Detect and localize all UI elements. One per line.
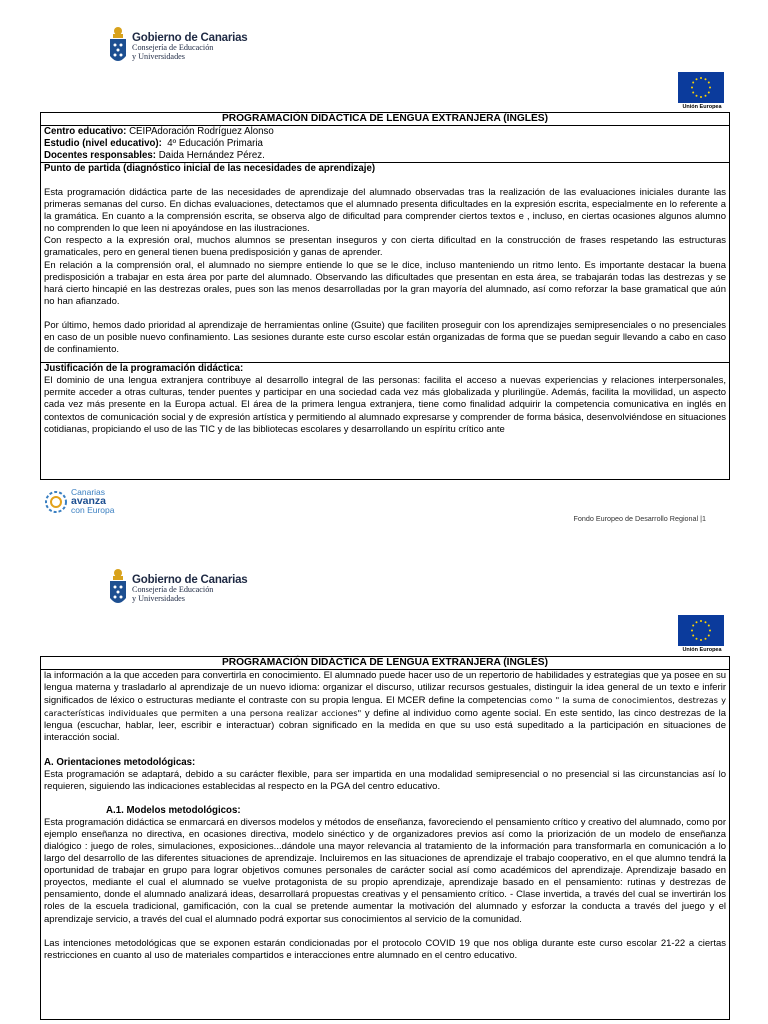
- paragraph-1-part-a: la información a la que acceden para convertirla en conocimiento. El alumnado puede hacer uso de un repertorio de habilidades y estrategias que ya posee en su lengua materna y trasladarlo al aprendizaje de un nuevo idioma: organizar el discurso, utilizar recursos gestuales, distinguir la idea general de un texto e inferir significados de léxico o estructuras mediante el contraste con su propia lengua. El MCER define la competencias: [44, 670, 726, 707]
- paragraph-5: El dominio de una lengua extranjera contribuye al desarrollo integral de las personas: facilita el acceso a nuevas experiencias y relaciones interpersonales, permite acceder a otras culturas, tender puentes y participar en una sociedad cada vez más globalizada y plurilingüe. Además, facilita la movilidad, un aspecto cada vez más presente en la Europa actual. El área de la primera lengua extranjera, tiene como finalidad adquirir la competencia comunicativa en inglés en contextos de comunicación social y de expresión artística y permitiendo al alumnado expresarse y comprender de forma básica, desenvolviéndose en situaciones cotidianas, propiciando el uso de las TIC y de las bibliotecas escolares y desarrollando un espíritu crítico ante: [44, 375, 726, 435]
- paragraph-1: [41, 670, 729, 745]
- centro-value: CEIPAdoración Rodríguez Alonso: [129, 126, 274, 137]
- content-box: [40, 656, 730, 1020]
- docentes-label: Docentes responsables:: [44, 150, 156, 161]
- paragraph-1-part-c: y define al individuo como agente social. En este sentido, las cinco destrezas de la lengua (escuchar, hablar, leer, escribir e interactuar) cobran significado en la medida en que su uso está supeditado a la participación en situaciones de interacción social.: [44, 708, 727, 744]
- content-box: [40, 112, 730, 480]
- org-sub-2: y Universidades: [132, 52, 185, 61]
- eu-logo: [678, 615, 726, 653]
- gobierno-canarias-logo: [108, 568, 248, 610]
- org-name: Gobierno de Canarias: [132, 32, 248, 45]
- org-sub-2: y Universidades: [132, 594, 185, 603]
- estudio-value: 4º Educación Primaria: [167, 138, 263, 149]
- coat-of-arms-icon: [108, 568, 128, 610]
- eu-label: Unión Europea: [682, 104, 722, 110]
- docentes-row: [41, 150, 729, 163]
- orientaciones-heading: A. Orientaciones metodológicas:: [44, 756, 196, 768]
- swirl-icon: [43, 489, 69, 515]
- paragraph-4: Por último, hemos dado prioridad al aprendizaje de herramientas online (Gsuite) que faciliten proseguir con los aprendizajes semipresenciales o no presenciales en caso de un posible nuevo confinamiento. Las sesiones durante este curso escolar están organizadas de forma que se puedan seguir llevando a cabo en caso de confinamiento.: [41, 320, 729, 363]
- footer-logo-line-1: Canarias: [71, 487, 106, 497]
- docentes-value: Daida Hernández Pérez.: [158, 150, 265, 161]
- centro-label: Centro educativo:: [44, 126, 127, 137]
- estudio-row: [41, 138, 729, 150]
- gobierno-canarias-logo: [108, 26, 248, 68]
- footer-text: Fondo Europeo de Desarrollo Regional |1: [573, 514, 706, 523]
- doc-title: PROGRAMACIÓN DIDÁCTICA DE LENGUA EXTRANJERA (INGLÉS): [41, 657, 729, 670]
- punto-heading: Punto de partida (diagnóstico inicial de las necesidades de aprendizaje): [44, 163, 376, 174]
- paragraph-3: Esta programación didáctica se enmarcará en diversos modelos y métodos de enseñanza, favoreciendo el pensamiento crítico y creativo del alumnado, como por ejemplo enseñanza no directiva, en ocasiones directiva, modelo sinéctico y de organizadores previos así como la priorización de un modelo de enseñanza dialógico : juego de roles, simulaciones, exposiciones...dándole una mayor relevancia al tratamiento de la información para transformarla en comunicación a lo largo del desarrollo de las diferentes situaciones de aprendizaje. Incluiremos en las situaciones de aprendizaje el trabajo cooperativo, en el que alumno tendrá la oportunidad de trabajar en grupo para lograr objetivos comunes personales de carácter social así como académicos del aprendizaje. Aprendizaje basado en proyectos, mediante el cual el alumnado se vuelve protagonista de su propio aprendizaje, aprendizaje basado en el pensamiento: rutinas y destrezas de pensamiento, donde el alumnado analizará ideas, desarrollará propuestas creativas y el pensamiento crítico. - Clase invertida, a través del cual se invertirán los roles de la escuela tradicional, gamificación, con la cual se pretende aumentar la motivación del alumnado y esforzar la conducta a través del juego y el aprendizaje servicio, a través del cual el alumnado podrá exportar sus conocimientos al servicio de la comunidad.: [44, 816, 726, 925]
- paragraph-2: Con respecto a la expresión oral, muchos alumnos se presentan inseguros y con cierta dificultad en la construcción de frases respetando las estructuras gramaticales, pero en general tienen buena predisposición y ganas de aprender.: [44, 235, 726, 259]
- footer-logo-line-3: con Europa: [71, 505, 115, 515]
- org-sub-1: Consejería de Educación: [132, 43, 214, 53]
- doc-title: PROGRAMACIÓN DIDÁCTICA DE LENGUA EXTRANJERA (INGLÉS): [41, 113, 729, 126]
- canarias-avanza-logo: [43, 488, 114, 515]
- page-2: [0, 560, 768, 1024]
- mcer-quote: como " la suma de conocimientos, destrezas y características individuales que permiten a una persona realizar acciones": [44, 695, 726, 719]
- estudio-label: Estudio (nivel educativo):: [44, 138, 162, 149]
- paragraph-2: Esta programación se adaptará, debido a su carácter flexible, para ser impartida en una modalidad semipresencial o no presencial si las circunstancias así lo requieren, siguiendo las indicaciones establecidas al respecto en la PGA del centro educativo.: [44, 768, 726, 792]
- paragraph-1: Esta programación didáctica parte de las necesidades de aprendizaje del alumnado observadas tras la realización de las evaluaciones iniciales durante las primeras semanas del curso. En dichas evaluaciones, detectamos que el alumnado presenta dificultades en la expresión escrita, especialmente en lo referente a la gramática. En cuanto a la comprensión escrita, se observa algo de dificultad para comprender ciertos textos e , incluso, en ciertas ocasiones algunos alumno no comprenden lo que leen ni apoyándose en las ilustraciones.: [44, 187, 726, 235]
- eu-logo: [678, 72, 726, 110]
- eu-label: Unión Europea: [682, 647, 722, 653]
- centro-row: [41, 126, 729, 138]
- modelos-heading: A.1. Modelos metodológicos:: [106, 804, 241, 816]
- org-sub-1: Consejería de Educación: [132, 585, 214, 595]
- coat-of-arms-icon: [108, 26, 128, 68]
- footer-logo-line-2: avanza: [71, 495, 107, 507]
- eu-flag-icon: [678, 615, 724, 646]
- eu-flag-icon: [678, 72, 724, 103]
- paragraph-3: En relación a la comprensión oral, el alumnado no siempre entiende lo que se le dice, incluso manteniendo un ritmo lento. Es importante destacar la buena predisposición a trabajar en esta área por parte del alumnado. Observando las dificultades que presentan en esta área, se trabajarán todas las destrezas y se hará cierto hincapié en las destrezas orales, pues son las menos desarrolladas por la gran mayoría del alumnado, así como reforzar la base gramatical que aún no han afianzado.: [44, 259, 726, 307]
- org-name: Gobierno de Canarias: [132, 574, 248, 587]
- paragraph-4: Las intenciones metodológicas que se exponen estarán condicionadas por el protocolo COVID 19 que nos obliga durante este curso escolar 21-22 a ciertas restricciones en cuanto al uso de materiales compartidos e interacciones entre alumnado en el centro educativo.: [44, 937, 726, 961]
- justificacion-heading: Justificación de la programación didáctica:: [44, 363, 244, 375]
